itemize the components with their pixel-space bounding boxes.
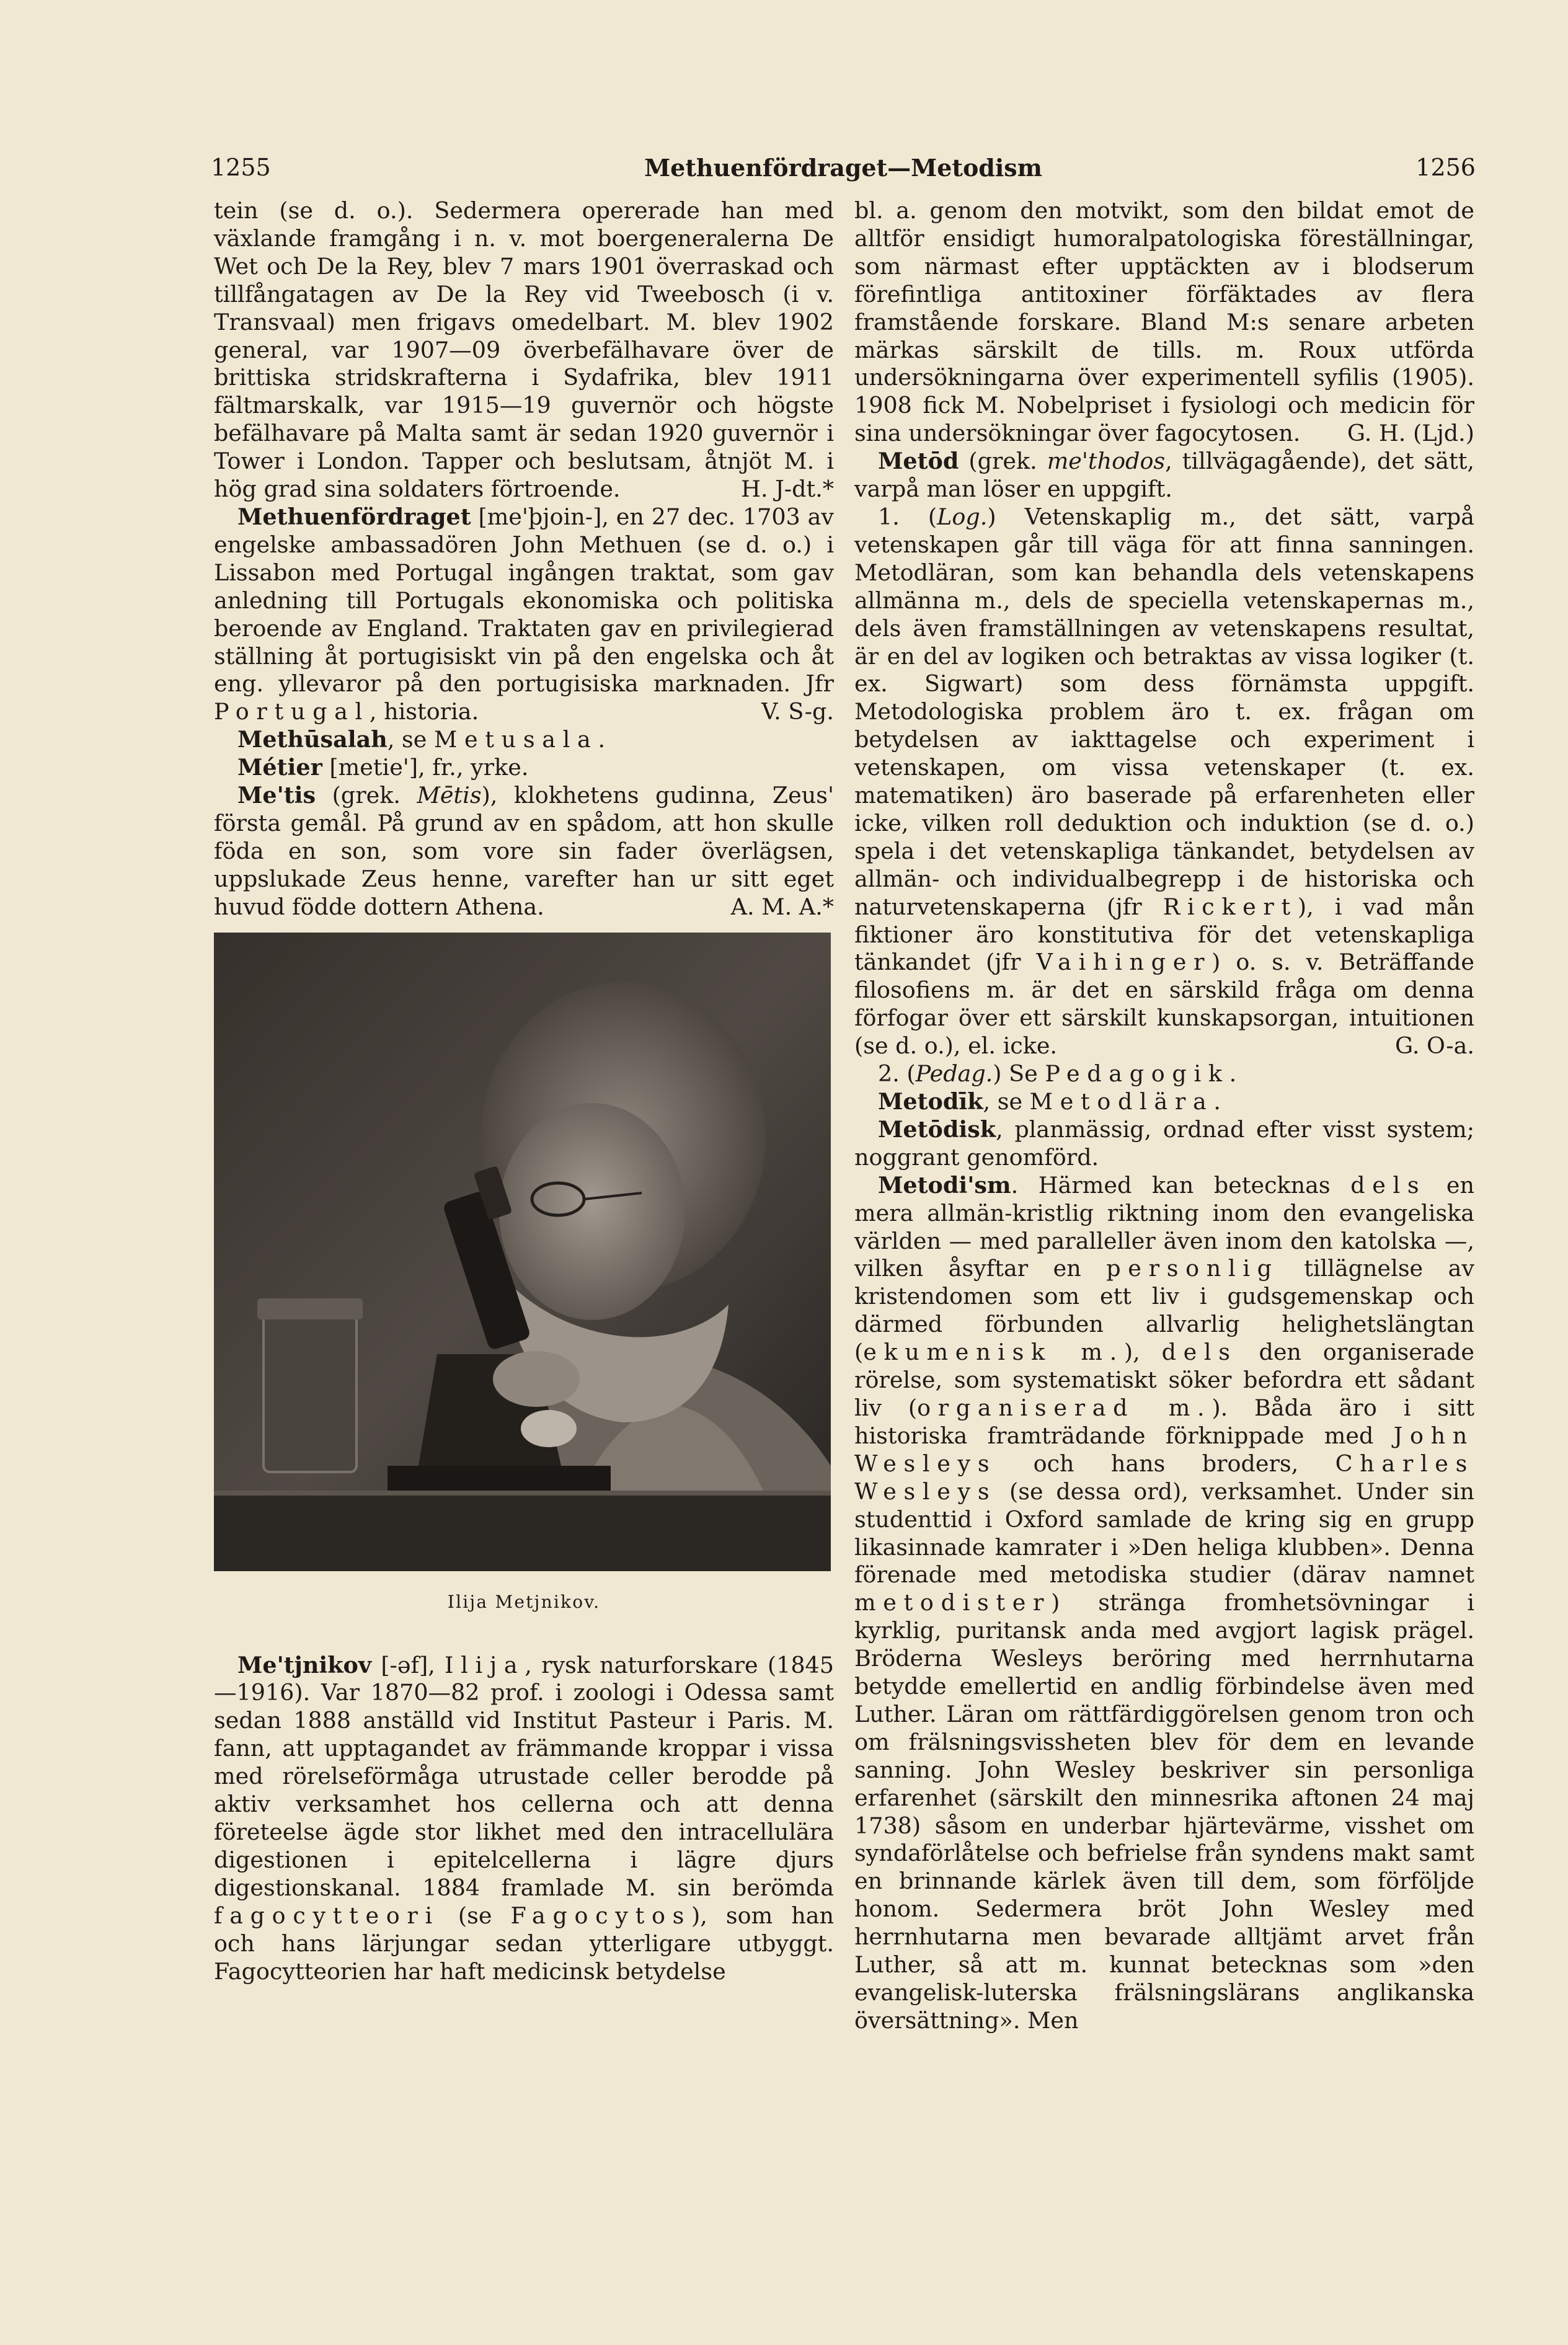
entry-methuen-continued: tein (se d. o.). Sedermera opererade han med växlande framgång i n. v. mot boergeneralerna De Wet och De la Rey, blev 7 mars 1901 överraskad och tillfångatagen av De la Rey vid Tweebosch (i v. Transvaal) men frigavs omedelbart. M. blev 1902 general, var 1907—09 överbefälhavare över de brittiska stridskrafterna i Sydafrika, blev 1911 fältmarskalk, var 1915—19 guvernör och högste befälhavare på Malta samt är sedan 1920 guvernör i Tower i London. Tapper och beslutsam, åtnjöt M. i hög grad sina soldaters förtroende. H. J-dt.* [214,197,834,503]
entry-metjnikov: Me'tjnikov [-əf], Ilija, rysk naturforskare (1845—1916). Var 1870—82 prof. i zoologi i Odessa samt sedan 1888 anställd vid Institut Pasteur i Paris. M. fann, att upptagandet av främmande kroppar i vissa med rörelseförmåga utrustade celler berodde på aktiv verksamhet hos cellerna och att denna företeelse ägde stor likhet med den intracellulära digestionen i epitelcellerna i lägre djurs digestionskanal. 1884 framlade M. sin berömda fagocytteori (se Fagocytos), som han och hans lärjungar sedan ytterligare utbyggt. Fagocytteorien har haft medicinsk betydelse [214,1651,834,1985]
entry-metodik: Metodīk, se Metodlära. [878,1088,1221,1115]
right-column [854,197,1474,2035]
first-name: Ilija [445,1651,525,1678]
running-title: Methuenfördraget—Metodism [644,154,1042,182]
metod-sense-2: 2. (Pedag.) Se Pedagogik. [878,1060,1237,1088]
author-signature: H. J-dt.* [741,476,834,503]
page-number-right: 1256 [1415,154,1476,181]
portrait-photo [214,933,831,1571]
headword: Metodīk [878,1088,983,1115]
entry-metis: Me'tis (grek. Mētis), klokhetens gudinna, Zeus' första gemål. På grund av en spådom, att hon skulle föda en son, som vore sin fader överlägsen, uppslukade Zeus henne, varefter han ur sitt eget huvud födde dottern Athena. A. M. A.* [214,782,835,920]
page-number-left: 1255 [211,154,271,181]
author-signature: V. S-g. [761,698,834,725]
entry-metjnikov-continued: bl. a. genom den motvikt, som den bildat emot de alltför ensidigt humoralpatologiska föreställningar, som närmast efter upptäckten av i blodserum förefintliga antitoxiner förfäktades av flera framstående forskare. Bland M:s senare arbeten märkas särskilt de tills. m. Roux utförda undersökningarna över experimentell syfilis (1905). 1908 fick M. Nobelpriset i fysiologi och medicin för sina undersökningar över fagocytosen. G. H. (Ljd.) [854,197,1474,447]
page-header [211,154,1476,191]
photo-caption: Ilija Metjnikov. [447,1591,601,1612]
cross-reference: Portugal [214,698,370,725]
entry-methuenfordraget: Methuenfördraget [me'þjoin-], en 27 dec. 1703 av engelske ambassadören John Methuen (se d. o.) i Lissabon med Portugal ingången traktat, som gav anledning till Portugals ekonomiska och politiska beroende av England. Traktaten gav en privilegierad ställning åt portugisiskt vin på den engelska och åt eng. yllevaror på den portugisiska marknaden. Jfr Portugal, historia. V. S-g. [214,503,834,725]
emphasis-term: fagocytteori [214,1902,440,1929]
headword: Methuenfördraget [237,503,471,530]
author-signature: G. O-a. [1394,1032,1474,1060]
entry-metier: Métier [metie'], fr., yrke. [237,754,529,781]
entry-metodism: Metodi'sm. Härmed kan betecknas dels en mera allmän-kristlig riktning inom den evangeliska världen — med paralleller även inom den katolska —, vilken åsyftar en personlig tillägnelse av kristendomen som ett liv i gudsgemenskap och därmed förbunden allvarlig helighetslängtan (ekumenisk m.), dels den organiserade rörelse, som systematiskt söker befordra ett sådant liv (organiserad m.). Båda äro i sitt historiska framträdande förknippade med John Wesleys och hans broders, Charles Wesleys (se dessa ord), verksamhet. Under sin studenttid i Oxford samlade de kring sig en grupp likasinnade kamrater i »Den heliga klubben». Denna förenade med metodiska studier (därav namnet metodister) stränga fromhetsövningar i kyrklig, puritansk anda med avgjort lagisk prägel. Bröderna Wesleys beröring med herrnhutarna betydde emellertid en andlig förbindelse även med Luther. Läran om rättfärdiggörelsen genom tron och om frälsningsvissheten blev för dem en levande sanning. John Wesley beskriver sin personliga erfarenhet (särskilt den minnesrika aftonen 24 maj 1738) såsom en underbar hjärtevärme, visshet om syndaförlåtelse och befrielse från syndens makt samt en brinnande kärlek även till dem, som förföljde honom. Sedermera bröt John Wesley med herrnhutarna men bevarade alltjämt arvet från Luther, så att m. kunnat betecknas som »den evangelisk-luterska frälsningslärans anglikanska översättning». Men [854,1171,1475,2034]
cross-reference: Vaihinger [1036,949,1212,976]
cross-reference: Pedagogik [1045,1060,1229,1088]
headword: Metōdisk [878,1115,996,1143]
headword: Me'tjnikov [237,1651,372,1678]
headword: Metōd [878,448,959,475]
headword: Methūsalah [237,726,388,753]
entry-metodisk: Metōdisk, planmässig, ordnad efter visst system; noggrant genomförd. [854,1115,1474,1171]
left-column [214,197,834,1985]
author-signature: G. H. (Ljd.) [1347,420,1474,447]
headword: Metodi'sm [878,1171,1011,1199]
entry-methusalah: Methūsalah, se Metusala. [237,726,606,753]
cross-reference: Metodlära [1029,1088,1214,1115]
cross-reference: Fagocytos [510,1902,692,1929]
portrait-figure [214,933,834,1615]
author-signature: A. M. A.* [730,893,834,920]
cross-reference: Rickert [1163,893,1298,920]
headword: Me'tis [237,782,316,809]
cross-reference: Metusala [433,726,598,753]
headword: Métier [237,754,322,781]
metod-sense-1: 1. (Log.) Vetenskaplig m., det sätt, varpå vetenskapen går till väga för att finna sanningen. Metodläran, som kan behandla dels vetenskapens allmänna m., dels de speciella vetenskapernas m., dels även framställningen av vetenskapens resultat, är en del av logiken och betraktas av vissa logiker (t. ex. Sigwart) som dess förnämsta uppgift. Metodologiska problem äro t. ex. frågan om betydelsen av iakttagelse och experiment i vetenskapen, om vissa vetenskaper (t. ex. matematiken) äro baserade på erfarenheten eller icke, vilken roll deduktion och induktion (se d. o.) spela i det vetenskapliga tänkandet, betydelsen av allmän- och individualbegrepp i de historiska och naturvetenskaperna (jfr Rickert), i vad mån fiktioner äro konstitutiva för det vetenskapliga tänkandet (jfr Vaihinger) o. s. v. Beträffande filosofiens m. är det en särskild fråga om denna förfogar över ett särskilt kunskapsorgan, intuitionen (se d. o.), el. icke. G. O-a. [854,503,1475,1060]
entry-metod: Metōd (grek. me'thodos, tillvägagående), det sätt, varpå man löser en uppgift. [854,448,1474,503]
